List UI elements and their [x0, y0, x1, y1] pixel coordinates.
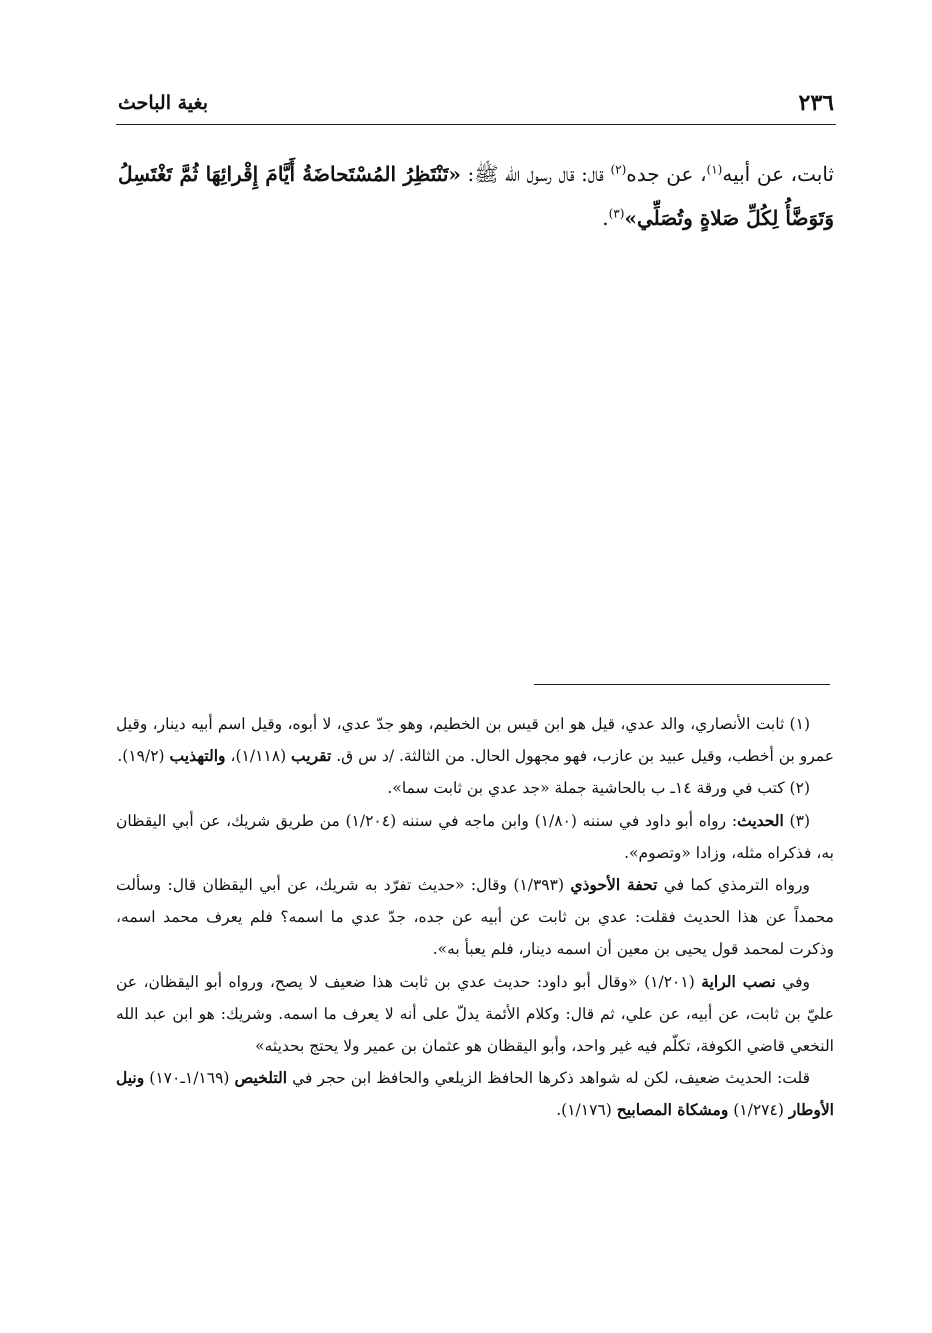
- page-number: ٢٣٦: [798, 90, 834, 116]
- source-title: تقريب: [291, 746, 332, 766]
- source-title: ونيل الأوطار: [116, 1068, 834, 1120]
- footnote-2: [116, 772, 834, 804]
- footnote-3-paragraph-2: [116, 869, 834, 966]
- source-title: ومشكاة المصابيح: [616, 1100, 729, 1120]
- footnote-text: (١/٣٩٣) وقال: «حديث تفرّد به شريك، عن أبي اليقظان قال: وسألت محمداً عن هذا الحديث فقلت: عدي بن ثابت عن أبيه عن جده، جدّ عدي ما اسمه؟ فلم يعرف محمد اسمه، وذكرت لمحمد قول يحيى بن معين أن اسمه دينار، فلم يعبأ به».: [116, 876, 834, 959]
- hadith-text: «تَنْتَظِرُ المُسْتَحاضَةُ أَيَّامَ إِقْرائِهَا ثُمَّ تَغْتَسِلُ وَتَوَضَّأُ لِكُلِّ صَلاةٍ وتُصَلِّي»: [118, 162, 834, 230]
- source-title: التلخيص: [234, 1068, 288, 1088]
- footnote-3: [116, 805, 834, 869]
- footnote-text: (١٩/٢).: [117, 747, 170, 766]
- footnote-ref-3[interactable]: (٣): [608, 206, 625, 221]
- footnote-3-paragraph-4: [116, 1062, 834, 1126]
- footnote-text: (٢) كتب في ورقة ١٤ـ ب بالحاشية جملة «جد عدي بن ثابت سما».: [387, 779, 810, 798]
- footnote-3-paragraph-3: [116, 966, 834, 1063]
- header-rule: [116, 124, 836, 125]
- main-text: [118, 152, 834, 240]
- footnote-text: (١/١٦٩ـ١٧٠): [144, 1069, 235, 1088]
- source-title: تحفة الأحوذي: [570, 875, 658, 895]
- main-text-segment: ثابت، عن أبيه: [722, 162, 834, 186]
- footnote-keyword: الحديث: [737, 810, 784, 830]
- footnote-ref-1[interactable]: (١): [706, 162, 723, 177]
- main-text-segment: ، عن جده: [626, 162, 707, 186]
- footnote-text: (١) ثابت الأنصاري، والد عدي، قيل هو ابن قيس بن الخطيم، وهو جدّ عدي، لا أبوه، وقيل اسم أبيه دينار، وقيل عمرو بن أخطب، وقيل عبيد بن عازب، فهو مجهول الحال. من الثالثة. /د س ق.: [116, 715, 834, 766]
- footnote-text: (١/٢٠١) «وقال أبو داود: حديث عدي بن ثابت هذا ضعيف لا يصح، ورواه أبو اليقظان، عن عليّ بن ثابت، عن أبيه، عن علي، ثم قال: وكلام الأئمة يدلّ على أنه لا يعرف ما اسمه. وشريك: هو ابن عبد الله النخعي قاضي الكوفة، تكلّم فيه غير واحد، وأبو اليقظان هو عثمان بن عمير ولا يحتج بحديثه»: [116, 972, 834, 1056]
- footnote-text: قلت: الحديث ضعيف، لكن له شواهد ذكرها الحافظ الزيلعي والحافظ ابن حجر في: [287, 1069, 810, 1088]
- footnote-ref-2[interactable]: (٢): [610, 162, 627, 177]
- source-title: والتهذيب: [169, 746, 226, 766]
- footnote-text: وفي: [775, 972, 810, 991]
- footnote-1: [116, 708, 834, 772]
- running-header: [118, 92, 834, 122]
- main-text-segment: قال: قال رسول الله ﷺ:: [460, 162, 611, 186]
- footnote-text: (١/١١٨)،: [225, 747, 292, 766]
- footnote-separator: [534, 684, 830, 685]
- footnote-text: (١/٢٧٤): [728, 1101, 789, 1120]
- running-title: بغية الباحث: [118, 92, 208, 114]
- footnote-text: ورواه الترمذي كما في: [657, 876, 811, 895]
- footnote-text: : رواه أبو داود في سننه (١/٨٠) وابن ماجه في سننه (١/٢٠٤) من طريق شريك، عن أبي اليقظان به، فذكراه مثله، وزادا «وتصوم».: [116, 811, 834, 862]
- footnote-text: (٣): [783, 811, 810, 830]
- footnotes: [116, 708, 834, 1127]
- main-text-end: .: [602, 206, 609, 230]
- source-title: نصب الراية: [701, 971, 776, 991]
- footnote-text: (١/١٧٦).: [556, 1101, 617, 1120]
